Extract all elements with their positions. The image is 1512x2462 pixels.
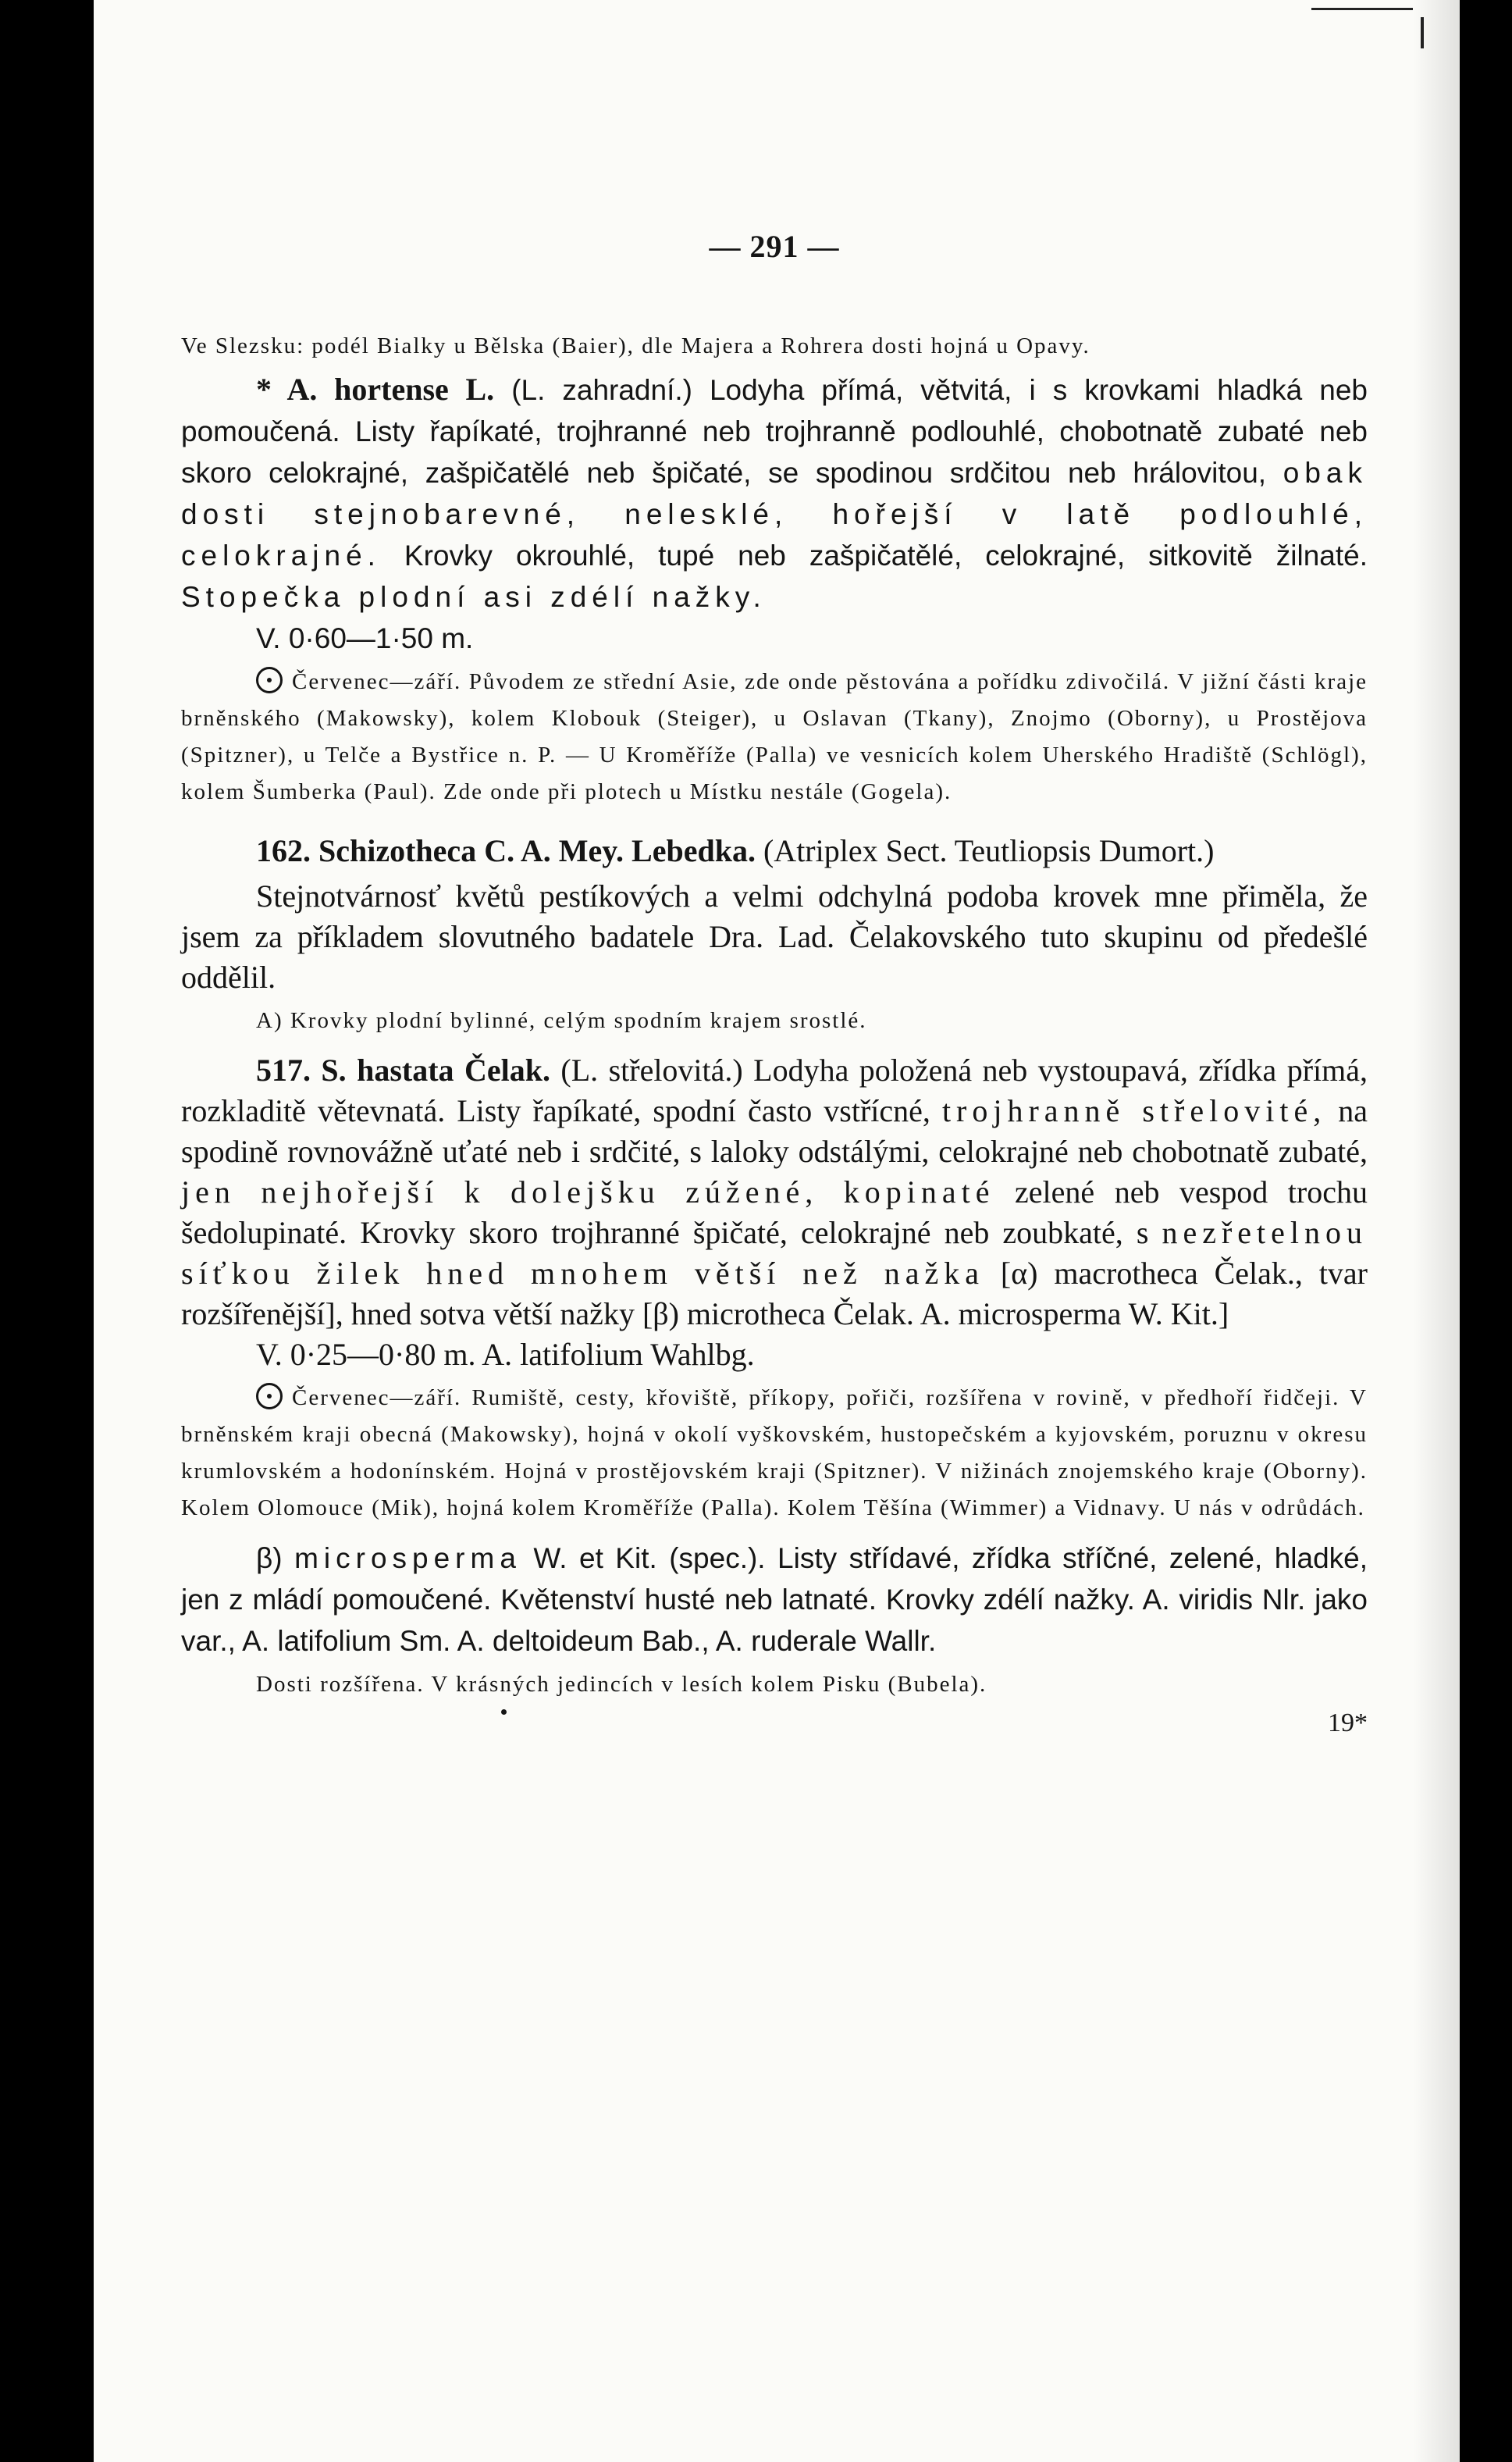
beta-distribution: Dosti rozšířena. V krásných jedincích v lesích kolem Pisku (Bubela).	[256, 1672, 987, 1697]
genus-name: 162. Schizotheca C. A. Mey. Lebedka.	[256, 833, 756, 868]
hastata-text: (L. střelovitá.) Lodyha položená neb vystoupavá, zřídka přímá, rozkladitě větevnatá. Listy řapíkaté, spodní často vstřícné,	[181, 1053, 1368, 1128]
scan-artifact	[1421, 17, 1424, 48]
hortense-distribution	[181, 664, 1368, 811]
book-page	[94, 0, 1460, 2462]
hastata-spaced-1: trojhranně střelovité,	[941, 1093, 1327, 1128]
hastata-text-3: zelené neb vespod trochu šedolupinaté. Krovky skoro trojhranné špičaté, celokrajné neb zoubkaté, s	[181, 1174, 1368, 1250]
hastata-size: V. 0·25—0·80 m. A. latifolium Wahlbg.	[256, 1337, 755, 1372]
signature-dot	[501, 1709, 507, 1715]
genus-heading	[181, 831, 1368, 871]
beta-spaced: microsperma	[294, 1542, 521, 1574]
page-edge-shadow	[1413, 0, 1460, 2462]
hortense-spaced-1: obak dosti stejnobarevné, nelesklé, hořejší v latě podlouhlé, celokrajné.	[181, 457, 1368, 572]
hastata-spaced-3: nezřetelnou síťkou žilek hned mnohem větší než nažka	[181, 1215, 1368, 1291]
hortense-name: * A. hortense L.	[256, 372, 495, 407]
hortense-entry	[181, 369, 1368, 618]
hortense-size: V. 0·60—1·50 m.	[256, 622, 474, 654]
annual-symbol-icon	[256, 1383, 283, 1409]
hortense-text-2: Krovky okrouhlé, tupé neb zašpičatělé, celokrajné, sitkovitě žilnaté.	[380, 540, 1368, 572]
hastata-name: 517. S. hastata Čelak.	[256, 1053, 550, 1088]
section-a: A) Krovky plodní bylinné, celým spodním krajem srostlé.	[256, 1008, 867, 1033]
hastata-spaced-2: jen nejhořejší k dolejšku zúžené, kopinaté	[181, 1174, 995, 1210]
page-content	[181, 229, 1368, 1750]
beta-text: W. et Kit. (spec.). Listy střídavé, zřídka stříčné, zelené, hladké, jen z mládí pomoučené. Květenství husté neb latnaté. Krovky zdélí nažky. A. viridis Nlr. jako var., A. latifolium Sm. A. deltoideum Bab., A. ruderale Wallr.	[181, 1542, 1368, 1657]
beta-label: β)	[256, 1542, 295, 1574]
signature-mark: 19*	[1328, 1708, 1368, 1737]
hortense-spaced-2: Stopečka plodní asi zdélí nažky.	[181, 581, 767, 613]
beta-variety	[181, 1537, 1368, 1662]
page-number: — 291 —	[709, 229, 840, 264]
genus-description: Stejnotvárnosť květů pestíkových a velmi odchylná podoba krovek mne přiměla, že jsem za příkladem slovutného badatele Dra. Lad. Čelakovského tuto skupinu od předešlé oddělil.	[181, 878, 1368, 995]
hastata-distribution-text: Červenec—září. Rumiště, cesty, křoviště, příkopy, pořiči, rozšířena v rovině, v předhoří řidčeji. V brněnském kraji obecná (Makowsky), hojná v okolí vyškovském, hustopečském a kyjovském, poruznu v okresu krumlovském a hodonínském. Hojná v prostějovském kraji (Spitzner). V nižinách znojemského kraje (Oborny). Kolem Olomouce (Mik), hojná kolem Kroměříže (Palla). Kolem Těšína (Wimmer) a Vidnavy. U nás v odrůdách.	[181, 1385, 1368, 1520]
hastata-text-4: [α) macrotheca Čelak., tvar rozšířenější], hned sotva větší nažky [β) microtheca Čelak. A. microsperma W. Kit.]	[181, 1256, 1368, 1331]
hastata-distribution	[181, 1380, 1368, 1527]
scan-artifact	[1311, 8, 1413, 10]
hortense-text: (L. zahradní.) Lodyha přímá, větvitá, i s krovkami hladká neb pomoučená. Listy řapíkaté, trojhranné neb trojhranně podlouhlé, chobotnatě zubaté neb skoro celokrajné, zašpičatělé neb špičaté, se spodinou srdčitou neb hrálovitou,	[181, 374, 1368, 489]
annual-symbol-icon	[256, 667, 283, 693]
hastata-entry	[181, 1050, 1368, 1334]
hortense-distribution-text: Červenec—září. Původem ze střední Asie, zde onde pěstována a pořídku zdivočilá. V jižní části kraje brněnského (Makowsky), kolem Klobouk (Steiger), u Oslavan (Tkany), Znojmo (Oborny), u Prostějova (Spitzner), u Telče a Bystřice n. P. — U Kroměříže (Palla) ve vesnicích kolem Uherského Hradiště (Schlögl), kolem Šumberka (Paul). Zde onde při plotech u Místku nestále (Gogela).	[181, 669, 1368, 804]
genus-synonym: (Atriplex Sect. Teutliopsis Dumort.)	[755, 833, 1215, 868]
silesia-locality: Ve Slezsku: podél Bialky u Bělska (Baier), dle Majera a Rohrera dosti hojná u Opavy.	[181, 333, 1090, 358]
hastata-text-2: na spodině rovnovážně uťaté neb i srdčité, s laloky odstálými, celokrajné neb chobotnatě zubaté,	[181, 1093, 1368, 1169]
